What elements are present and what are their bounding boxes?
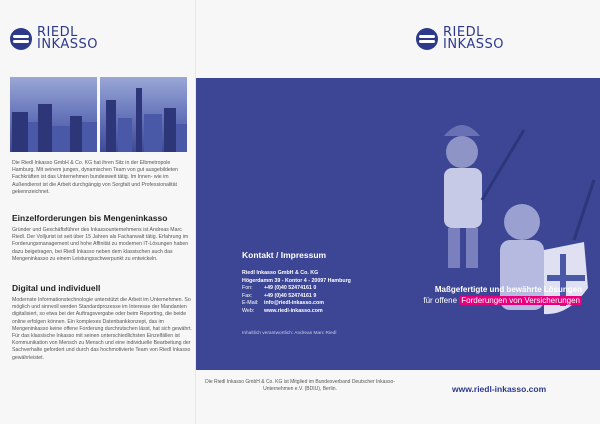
logo-mark-icon: [416, 28, 438, 50]
logo-line2: INKASSO: [37, 37, 98, 53]
logo-mark-icon: [10, 28, 32, 50]
contact-title: Kontakt / Impressum: [242, 250, 327, 260]
intro-text: Die Riedl Inkasso GmbH & Co. KG hat ihren Sitz in der Elbmetropole Hamburg. Mit seinem jungen, dynamischen Team von gut ausgebildeten Fachkräften ist das Unternehmen bundesweit tätig. Im Innen- wie im Außendienst ist die Arbeit durchgängig von Sorgfalt und Professionalität gekennzeichnet.: [12, 160, 178, 195]
contact-row-fon: Fon: +49 (0)40 52474161 0: [242, 285, 317, 292]
logo-line2: INKASSO: [443, 37, 504, 53]
membership-note: Die Riedl Inkasso GmbH & Co. KG ist Mitglied im Bundesverband Deutscher Inkasso-Unternehmen e.V. (BDIU), Berlin.: [205, 379, 395, 392]
city-photo-1: [10, 77, 97, 152]
contact-address: Högerdamm 39 - Kontor 4 - 20097 Hamburg: [242, 277, 351, 284]
contact-row-web[interactable]: Web: www.riedl-inkasso.com: [242, 307, 323, 314]
heading-digital: Digital und individuell: [12, 283, 101, 293]
tagline: [423, 284, 582, 306]
paragraph-mengeninkasso: Gründer und Geschäftsführer des Inkassounternehmens ist Andreas Marc Riedl. Der Volljurist ist seit über 15 Jahren als Fachanwalt tätig. Erfahrung im Forderungsmanagement und hohe Affinität zu modernen IT-Lösungen haben dazu beigetragen, bei Riedl Inkasso neben dem klassischen auch das Mengeninkasso zu einem Leistungsschwerpunkt zu entwickeln.: [12, 227, 189, 262]
web-link[interactable]: www.riedl-inkasso.com: [264, 307, 323, 314]
city-photo-2: [100, 77, 187, 152]
logo-line1: RIEDL: [37, 25, 78, 40]
logo-line1: RIEDL: [443, 25, 484, 40]
contact-block: [242, 270, 351, 316]
contact-row-fax: Fax: +49 (0)40 52474161 9: [242, 292, 317, 299]
children-knights-photo: [404, 100, 600, 370]
heading-mengeninkasso: Einzelforderungen bis Mengeninkasso: [12, 213, 168, 223]
contact-company: Riedl Inkasso GmbH & Co. KG: [242, 270, 319, 276]
tagline-highlight: Forderungen von Versicherungen: [461, 296, 580, 305]
paragraph-digital: Modernste Informationstechnologie unterstützt die Arbeit im Unternehmen. So möglich und sinnvoll werden Standardprozesse im Interesse der Mandanten digitalisiert, so etwa bei der Auftragsvergabe oder beim Reporting, die beide online erfolgen können. Ein komplexes Datenbankkonzept, das im Mengeninkasso keine offene Forderung durchrutschen lässt, hat sich gewährt. Für das klassische Inkasso mit seinen unterschiedlichsten Einzelfällen ist Kommunikation von Mensch zu Mensch und eine individuelle Bearbeitung der Sachverhalte gefordert und durch das hochmotivierte Team von Riedl Inkasso gewährleistet.: [12, 297, 192, 361]
responsible-note: Inhaltlich verantwortlich: Andreas Marc Riedl: [242, 331, 337, 336]
website-url-link[interactable]: www.riedl-inkasso.com: [452, 384, 547, 394]
logo-right: [416, 27, 504, 52]
tagline-line2: für offene Forderungen von Versicherungen: [423, 296, 580, 305]
logo-left: [10, 27, 98, 52]
contact-row-email[interactable]: E-Mail: info@riedl-inkasso.com: [242, 300, 324, 307]
tagline-line1: Maßgefertigte und bewährte Lösungen: [434, 285, 582, 294]
email-link[interactable]: info@riedl-inkasso.com: [264, 300, 324, 307]
